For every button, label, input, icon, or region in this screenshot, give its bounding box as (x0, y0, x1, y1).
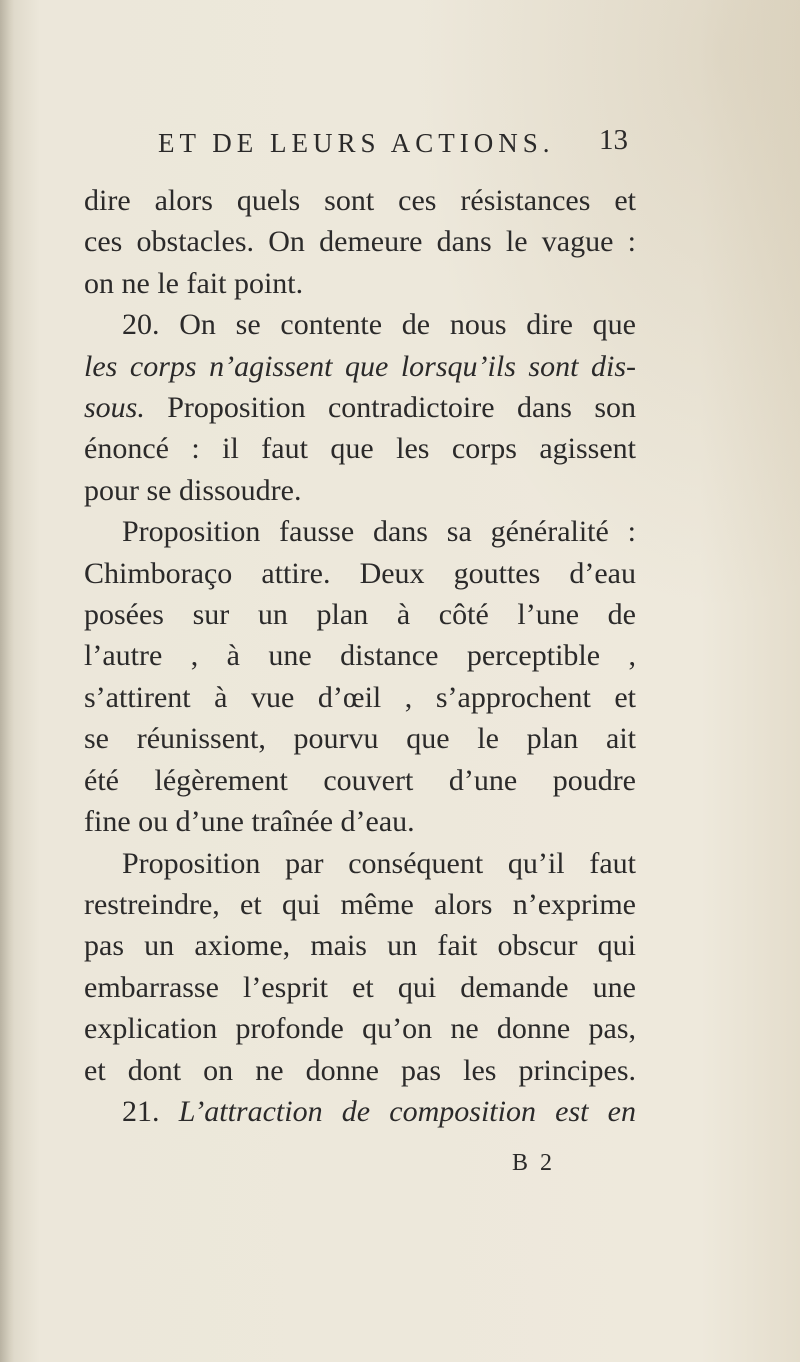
text-line: Proposition fausse dans sa généralité : (122, 515, 636, 549)
roman-text: Proposition contradictoire dans son (167, 391, 636, 425)
page-header (158, 124, 628, 168)
text-line: 20. On se contente de nous dire que (122, 308, 636, 342)
running-title: ET DE LEURS ACTIONS. (158, 128, 555, 158)
text-line: posées sur un plan à côté l’une de (84, 598, 636, 632)
text-line: dire alors quels sont ces résistances et (84, 184, 636, 217)
text-line: fine ou d’une traînée d’eau. (84, 805, 415, 839)
text-line: été légèrement couvert d’une poudre (84, 763, 636, 797)
italic-text: L’attraction de composition est en (178, 1094, 636, 1128)
text-line: on ne le fait point. (84, 266, 304, 300)
text-line (84, 1091, 636, 1132)
text-line: pas un axiome, mais un fait obscur qui (84, 929, 636, 963)
text-line: pour se dissoudre. (84, 473, 302, 507)
text-line: l’autre , à une distance perceptible , (84, 639, 636, 673)
text-line: embarrasse l’esprit et qui demande une (84, 970, 636, 1004)
text-line: et dont on ne donne pas les principes. (84, 1053, 636, 1087)
text-line (84, 387, 636, 428)
text-line: explication profonde qu’on ne donne pas, (84, 1012, 636, 1046)
text-line: énoncé : il faut que les corps agissent (84, 432, 636, 466)
text-line: se réunissent, pourvu que le plan ait (84, 722, 636, 756)
roman-text: 21. (122, 1094, 160, 1128)
text-line: s’attirent à vue d’œil , s’approchent et (84, 680, 636, 714)
page-number: 13 (599, 124, 628, 156)
text-line: Chimboraço attire. Deux gouttes d’eau (84, 556, 636, 590)
text-line: ces obstacles. On demeure dans le vague : (84, 225, 636, 259)
text-line: Proposition par conséquent qu’il faut (122, 846, 636, 880)
signature-mark: B 2 (512, 1150, 556, 1176)
text-line: restreindre, et qui même alors n’exprime (84, 887, 636, 921)
binding-gutter (0, 0, 14, 1362)
body-text (84, 180, 636, 1132)
italic-text: sous. (84, 391, 145, 425)
text-line: les corps n’agissent que lorsqu’ils sont dis- (84, 349, 636, 383)
